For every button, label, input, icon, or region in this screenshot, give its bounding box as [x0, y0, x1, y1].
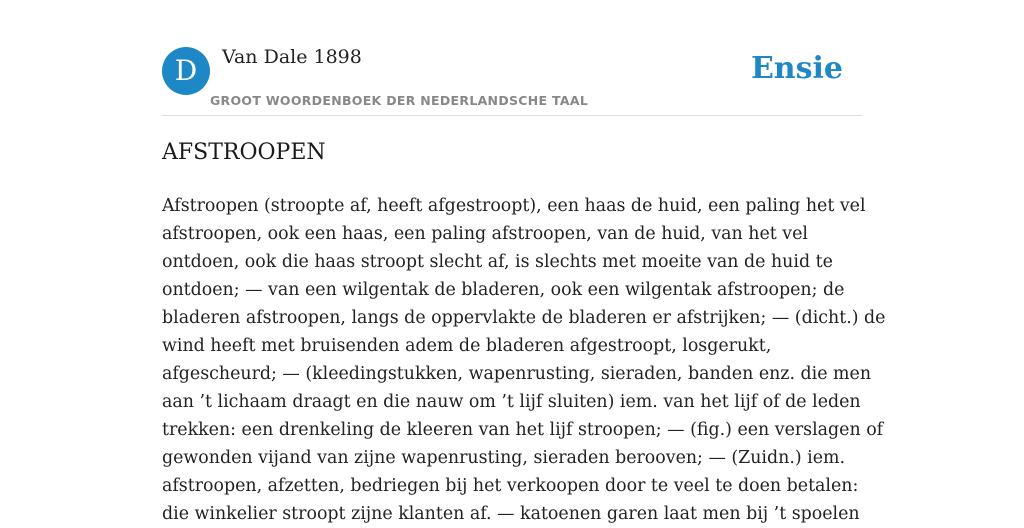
definition-line: afstroopen, ook een haas, een paling afstroopen, van de huid, van het vel [162, 224, 808, 244]
source-logo-badge[interactable]: D [162, 47, 210, 95]
definition-line: aan ’t lichaam draagt en die nauw om ’t lijf sluiten) iem. van het lijf of de leden [162, 392, 861, 412]
source-title[interactable]: Van Dale 1898 [222, 46, 362, 68]
definition-line: die winkelier stroopt zijne klanten af. — katoenen garen laat men bij ’t spoelen [162, 504, 860, 524]
brand-logo-link[interactable]: Ensie [750, 51, 843, 86]
definition-line: afgescheurd; — (kleedingstukken, wapenrusting, sieraden, banden enz. die men [162, 364, 872, 384]
definition-line: gewonden vijand van zijne wapenrusting, sieraden berooven; — (Zuidn.) iem. [162, 448, 846, 468]
definition-line: Afstroopen (stroopte af, heeft afgestroopt), een haas de huid, een paling het vel [162, 196, 866, 216]
source-subtitle: GROOT WOORDENBOEK DER NEDERLANDSCHE TAAL [210, 93, 589, 108]
definition-line: trekken: een drenkeling de kleeren van het lijf stroopen; — (fig.) een verslagen of [162, 420, 884, 440]
definition-line: afstroopen, afzetten, bedriegen bij het verkoopen door te veel te doen betalen: [162, 476, 859, 496]
definition-line: ontdoen; — van een wilgentak de bladeren, ook een wilgentak afstroopen; de [162, 280, 845, 300]
definition-line: ontdoen, ook die haas stroopt slecht af, is slechts met moeite van de huid te [162, 252, 833, 272]
definition-line: bladeren afstroopen, langs de oppervlakte de bladeren er afstrijken; — (dicht.) de [162, 308, 886, 328]
entry-definition [162, 192, 886, 528]
header-divider [162, 115, 862, 116]
definition-line: wind heeft met bruisenden adem de bladeren afgestroopt, losgerukt, [162, 336, 772, 356]
entry-headword: AFSTROOPEN [162, 140, 326, 165]
